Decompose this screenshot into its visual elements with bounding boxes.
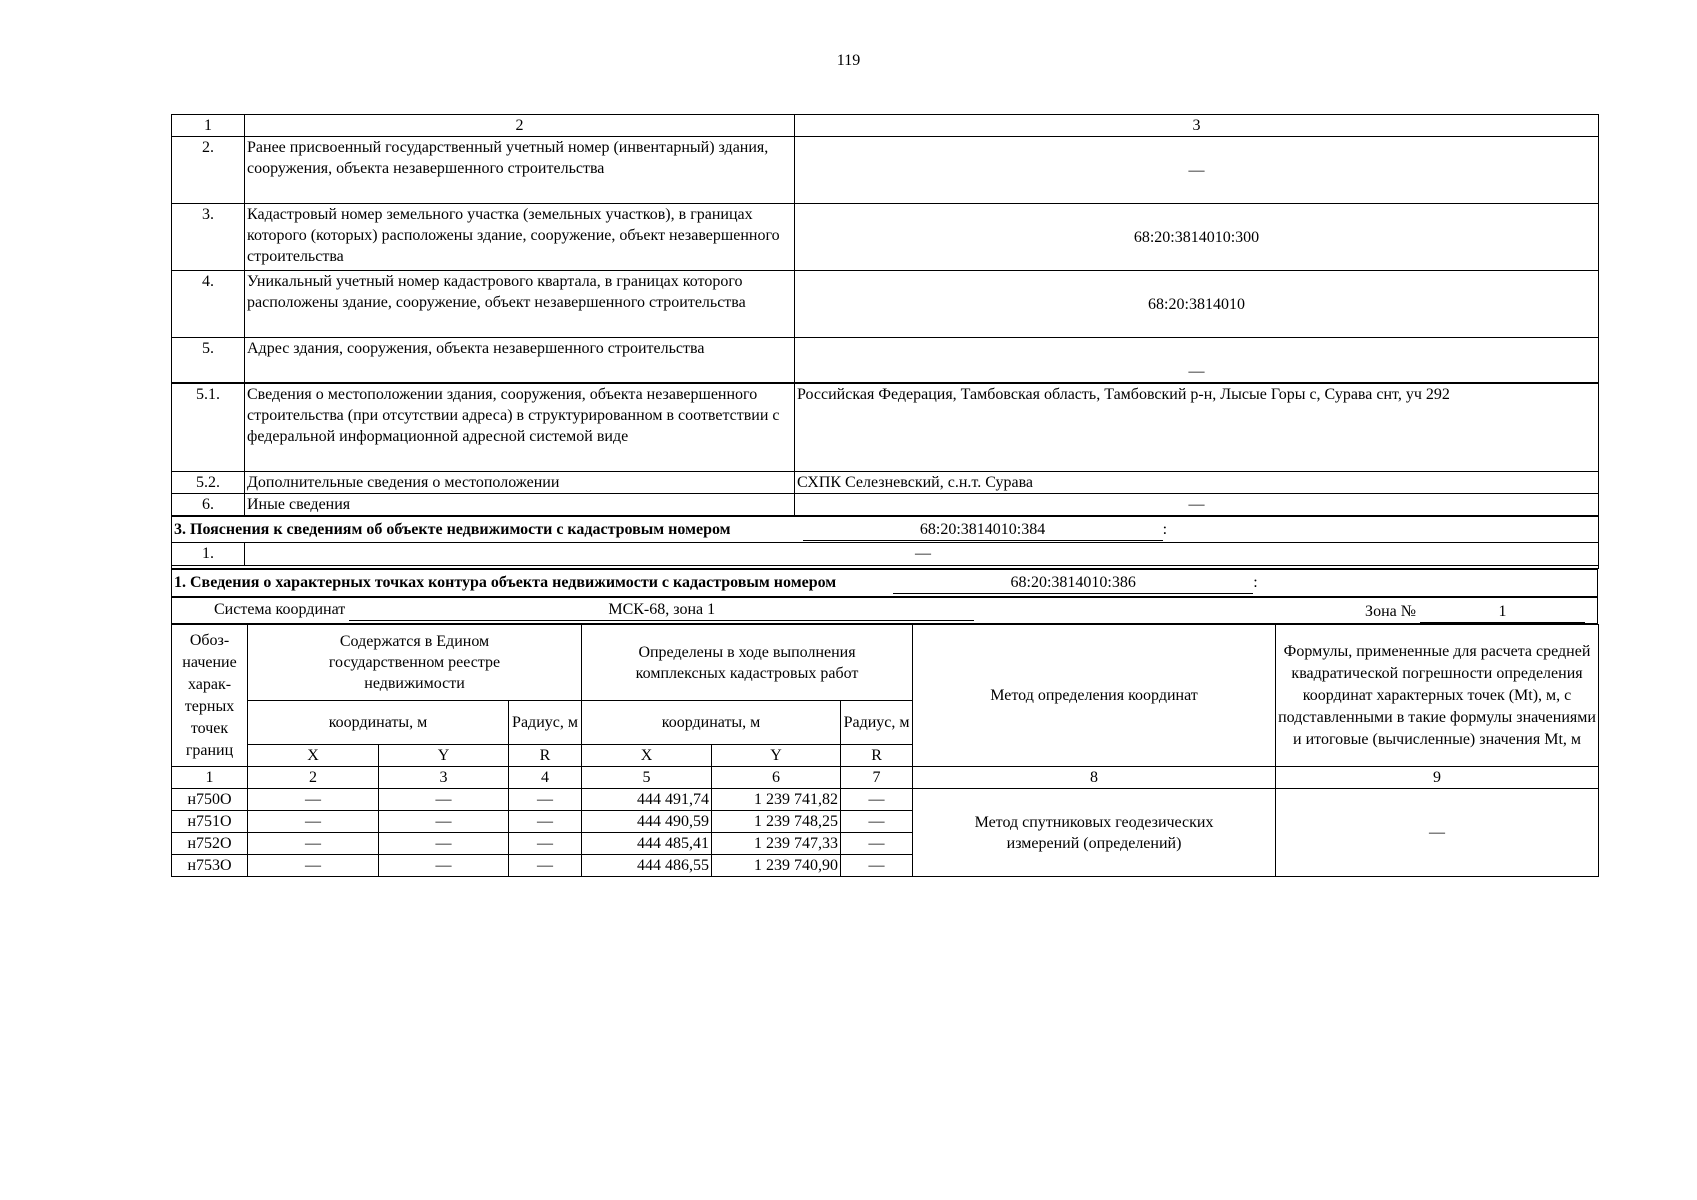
header-coords-egrn: координаты, м [248, 701, 509, 745]
header-egrn: Содержатся в Едином государственном реестре недвижимости [248, 625, 582, 701]
kkr-y: 1 239 747,33 [712, 833, 841, 855]
section1-table [171, 569, 1598, 624]
col-number: 9 [1276, 767, 1599, 789]
info-row-4 [172, 271, 1599, 338]
section1-title-cell [172, 570, 1598, 597]
col-number: 2 [248, 767, 379, 789]
kkr-r: — [841, 855, 913, 877]
kkr-x: 444 485,41 [582, 833, 712, 855]
header-radius-egrn: Радиус, м [509, 701, 582, 745]
row-label: Адрес здания, сооружения, объекта незавершенного строительства [245, 338, 795, 383]
info-row-6 [172, 494, 1599, 516]
info-table [171, 114, 1599, 516]
row-number: 5. [172, 338, 245, 383]
kkr-r: — [841, 833, 913, 855]
section3-row-value: — [915, 545, 931, 562]
coord-row-1 [172, 789, 1599, 811]
coordinates-table [171, 624, 1599, 877]
coord-system-cell [172, 597, 1598, 624]
section3-row-1 [172, 543, 1599, 566]
header-r-kkr: R [841, 745, 913, 767]
row-label: Дополнительные сведения о местоположении [245, 472, 795, 494]
col-number: 3 [379, 767, 509, 789]
kkr-x: 444 486,55 [582, 855, 712, 877]
info-row-5-2 [172, 472, 1599, 494]
section3-cadastral-number: 68:20:3814010:384 [803, 520, 1163, 541]
row-value: — [795, 494, 1599, 516]
row-value: Российская Федерация, Тамбовская область, Тамбовский р-н, Лысые Горы с, Сурава снт, уч 292 [795, 383, 1599, 472]
row-label: Кадастровый номер земельного участка (земельных участков), в границах которого (которых) расположены здание, сооружение, объект незавершенного строительства [245, 204, 795, 271]
header-y-egrn: Y [379, 745, 509, 767]
point-name: н751О [172, 811, 248, 833]
coord-system-value: МСК-68, зона 1 [349, 600, 974, 621]
header-designation: Обоз-начение харак-терных точек границ [172, 625, 248, 767]
point-name: н753О [172, 855, 248, 877]
col-number: 5 [582, 767, 712, 789]
col-number: 7 [841, 767, 913, 789]
header-kkr: Определены в ходе выполнения комплексных кадастровых работ [582, 625, 913, 701]
row-number: 4. [172, 271, 245, 338]
section3-title: 3. Пояснения к сведениям об объекте недвижимости с кадастровым номером [174, 520, 731, 538]
zone-value: 1 [1420, 602, 1585, 623]
col-number: 4 [509, 767, 582, 789]
header-method: Метод определения координат [913, 625, 1276, 767]
header-x-kkr: X [582, 745, 712, 767]
point-name: н750О [172, 789, 248, 811]
coord-system-row [172, 597, 1598, 624]
section3-table [171, 516, 1599, 569]
header-coords-kkr: координаты, м [582, 701, 841, 745]
egrn-r: — [509, 833, 582, 855]
row-label: Иные сведения [245, 494, 795, 516]
section3-title-cell [172, 517, 1599, 543]
formula-value: — [1276, 789, 1599, 877]
header-radius-kkr: Радиус, м [841, 701, 913, 745]
info-header-1: 1 [172, 115, 245, 137]
row-value: — [795, 137, 1599, 204]
kkr-x: 444 490,59 [582, 811, 712, 833]
info-row-3 [172, 204, 1599, 271]
row-number: 5.1. [172, 383, 245, 472]
section1-title: 1. Сведения о характерных точках контура объекта недвижимости с кадастровым номером [174, 573, 837, 591]
kkr-r: — [841, 789, 913, 811]
egrn-x: — [248, 833, 379, 855]
header-formula: Формулы, примененные для расчета средней квадратической погрешности определения координат характерных точек (Mt), м, с подставленными в такие формулы значениями и итоговые (вычисленные) значения Mt, м [1276, 625, 1599, 767]
col-number: 6 [712, 767, 841, 789]
header-x-egrn: X [248, 745, 379, 767]
kkr-x: 444 491,74 [582, 789, 712, 811]
section1-cadastral-number: 68:20:3814010:386 [893, 573, 1253, 594]
col-number: 8 [913, 767, 1276, 789]
row-number: 5.2. [172, 472, 245, 494]
info-row-5-1 [172, 383, 1599, 472]
egrn-r: — [509, 789, 582, 811]
section3-title-row [172, 517, 1599, 543]
row-number: 2. [172, 137, 245, 204]
row-value: — [795, 338, 1599, 383]
egrn-r: — [509, 811, 582, 833]
egrn-y: — [379, 811, 509, 833]
section1-colon: : [1253, 573, 1258, 591]
egrn-x: — [248, 855, 379, 877]
coord-column-numbers [172, 767, 1599, 789]
row-label: Уникальный учетный номер кадастрового квартала, в границах которого расположены здание, сооружение, объект незавершенного строительства [245, 271, 795, 338]
row-value: 68:20:3814010 [795, 271, 1599, 338]
row-value: 68:20:3814010:300 [795, 204, 1599, 271]
row-value: СХПК Селезневский, с.н.т. Сурава [795, 472, 1599, 494]
egrn-x: — [248, 811, 379, 833]
coord-system-label: Система координат [214, 601, 346, 619]
egrn-y: — [379, 855, 509, 877]
kkr-y: 1 239 748,25 [712, 811, 841, 833]
point-name: н752О [172, 833, 248, 855]
zone-label: Зона № [1365, 602, 1416, 620]
header-y-kkr: Y [712, 745, 841, 767]
row-label: Сведения о местоположении здания, сооружения, объекта незавершенного строительства (при отсутствии адреса) в структурированном в соответствии с федеральной информационной адресной системой виде [245, 383, 795, 472]
col-number: 1 [172, 767, 248, 789]
section3-colon: : [1162, 520, 1168, 538]
coord-header-row-1 [172, 625, 1599, 701]
egrn-y: — [379, 833, 509, 855]
egrn-x: — [248, 789, 379, 811]
kkr-y: 1 239 740,90 [712, 855, 841, 877]
row-number: 3. [172, 204, 245, 271]
row-number: 6. [172, 494, 245, 516]
egrn-y: — [379, 789, 509, 811]
info-header-2: 2 [245, 115, 795, 137]
zone-block [1365, 601, 1585, 623]
row-label: Ранее присвоенный государственный учетный номер (инвентарный) здания, сооружения, объекта незавершенного строительства [245, 137, 795, 204]
header-r-egrn: R [509, 745, 582, 767]
info-row-2 [172, 137, 1599, 204]
info-header-row [172, 115, 1599, 137]
kkr-r: — [841, 811, 913, 833]
section1-title-row [172, 570, 1598, 597]
info-header-3: 3 [795, 115, 1599, 137]
egrn-r: — [509, 855, 582, 877]
row-value [245, 543, 1599, 566]
info-row-5 [172, 338, 1599, 383]
page-number: 119 [836, 52, 861, 69]
kkr-y: 1 239 741,82 [712, 789, 841, 811]
row-number: 1. [172, 543, 245, 566]
method-value: Метод спутниковых геодезических измерений (определений) [913, 789, 1276, 877]
document-body [171, 114, 1598, 877]
